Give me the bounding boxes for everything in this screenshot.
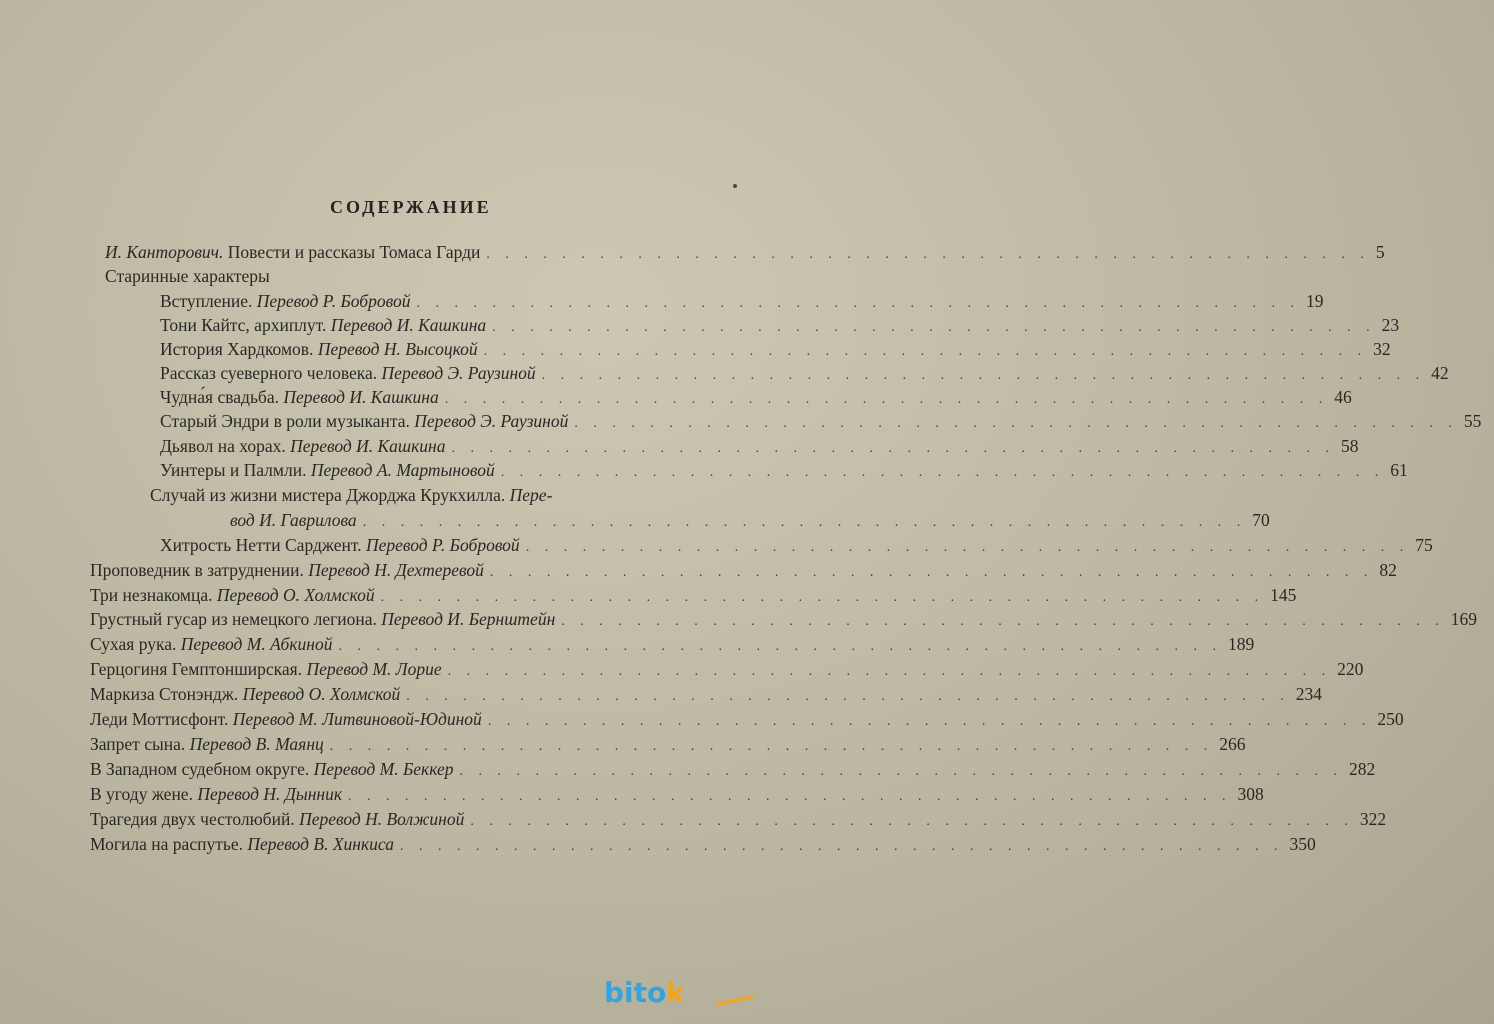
- toc-translator: Перевод И. Бернштейн: [381, 609, 556, 629]
- toc-entry: [160, 533, 1433, 557]
- toc-title: Трагедия двух честолюбий.: [90, 809, 300, 829]
- toc-entry: [230, 508, 1270, 532]
- toc-entry: [90, 657, 1364, 681]
- toc-entry: [90, 732, 1246, 756]
- toc-page-number: 70: [1252, 510, 1270, 530]
- toc-entry: [90, 707, 1404, 731]
- toc-title: Хитрость Нетти Сарджент.: [160, 535, 366, 555]
- toc-author: И. Канторович.: [105, 242, 224, 262]
- toc-entry-text: [160, 533, 520, 557]
- toc-title: Старинные характеры: [105, 266, 270, 286]
- watermark-logo: bitok: [604, 976, 685, 1009]
- toc-entry: [160, 361, 1449, 385]
- toc-entry-text: [90, 657, 442, 681]
- toc-entry-text: [160, 313, 486, 337]
- dot-leader: [363, 511, 1247, 535]
- toc-title: Уинтеры и Палмли.: [160, 460, 311, 480]
- toc-entry-text: [160, 361, 536, 385]
- dot-leader: [406, 685, 1290, 709]
- dot-leader: [574, 412, 1458, 436]
- toc-entry-text: [160, 434, 445, 458]
- toc-title: Дьявол на хорах.: [160, 436, 291, 456]
- toc-title: В угоду жене.: [90, 784, 198, 804]
- toc-page-number: 189: [1227, 634, 1255, 654]
- toc-translator: Перевод Н. Высоцкой: [317, 339, 478, 359]
- toc-entry: [90, 807, 1387, 831]
- dot-leader: [486, 243, 1370, 267]
- toc-entry-text: [90, 607, 555, 631]
- toc-title: Запрет сына.: [90, 734, 190, 754]
- toc-title: Чудна́я свадьба.: [160, 387, 284, 407]
- toc-entry: [150, 483, 552, 507]
- toc-entry: [160, 434, 1359, 458]
- toc-translator: Перевод О. Холмской: [242, 684, 401, 704]
- toc-title: Леди Моттисфонт.: [90, 709, 233, 729]
- toc-title: Вступление.: [160, 291, 257, 311]
- toc-translator: Перевод М. Беккер: [313, 759, 454, 779]
- dot-leader: [490, 561, 1374, 585]
- toc-entry: [160, 409, 1482, 433]
- toc-title: Маркиза Стонэндж.: [90, 684, 243, 704]
- dot-leader: [460, 760, 1344, 784]
- toc-page-number: 145: [1270, 585, 1297, 605]
- toc-entry-text: [90, 558, 484, 582]
- toc-translator: Перевод М. Абкиной: [180, 634, 333, 654]
- toc-entry: [160, 289, 1324, 313]
- dot-leader: [400, 835, 1284, 859]
- print-speck: [733, 184, 737, 188]
- toc-title: Грустный гусар из немецкого легиона.: [90, 609, 382, 629]
- toc-entry: [160, 313, 1400, 337]
- toc-entry-text: [90, 632, 332, 656]
- toc-page-number: 23: [1381, 315, 1400, 335]
- dot-leader: [448, 660, 1332, 684]
- toc-title: Повести и рассказы Томаса Гарди: [223, 242, 481, 262]
- toc-title: В Западном судебном округе.: [90, 759, 314, 779]
- toc-translator: Перевод Н. Дехтеревой: [308, 560, 484, 580]
- toc-page-number: 350: [1289, 834, 1316, 854]
- dot-leader: [561, 610, 1445, 634]
- toc-entry: [90, 632, 1255, 656]
- toc-title: Могила на распутье.: [90, 834, 248, 854]
- toc-page-number: 46: [1334, 387, 1352, 407]
- toc-page-number: 82: [1379, 560, 1397, 580]
- toc-title: Рассказ суеверного человека.: [160, 363, 382, 383]
- toc-title: Проповедник в затруднении.: [90, 560, 309, 580]
- toc-page-number: 42: [1431, 363, 1449, 383]
- toc-translator: Перевод О. Холмской: [216, 585, 375, 605]
- toc-entry: [160, 385, 1352, 409]
- toc-page-number: 75: [1415, 535, 1433, 555]
- toc-entry: [160, 337, 1391, 361]
- toc-page-number: 169: [1450, 609, 1478, 629]
- toc-translator: Перевод Р. Бобровой: [365, 535, 520, 555]
- toc-page-number: 322: [1359, 809, 1387, 829]
- toc-entry: [90, 583, 1297, 607]
- toc-translator: Перевод Р. Бобровой: [256, 291, 411, 311]
- toc-entry: [160, 458, 1408, 482]
- toc-translator: Перевод А. Мартыновой: [310, 460, 495, 480]
- toc-entry-text: [90, 807, 464, 831]
- toc-entry-text: [105, 264, 270, 288]
- toc-entry-text: [90, 707, 482, 731]
- toc-title: Сухая рука.: [90, 634, 181, 654]
- toc-page-number: 55: [1463, 411, 1482, 431]
- dot-leader: [338, 635, 1222, 659]
- toc-entry: [90, 558, 1397, 582]
- toc-page-number: 250: [1377, 709, 1404, 729]
- toc-entry-text: [160, 385, 439, 409]
- dot-leader: [470, 810, 1354, 834]
- toc-translator: Перевод Э. Раузиной: [414, 411, 569, 431]
- toc-entry: [90, 682, 1323, 706]
- toc-translator: вод И. Гаврилова: [230, 510, 357, 530]
- toc-page-number: 5: [1375, 242, 1385, 262]
- toc-page-number: 308: [1237, 784, 1264, 804]
- toc-entry-text: [90, 757, 454, 781]
- toc-entry-text: [90, 782, 342, 806]
- dot-leader: [330, 735, 1214, 759]
- toc-translator: Пере-: [509, 485, 553, 505]
- toc-title: Случай из жизни мистера Джорджа Крукхилла.: [150, 485, 510, 505]
- toc-title: Три незнакомца.: [90, 585, 217, 605]
- toc-entry-text: [105, 240, 480, 264]
- toc-page-number: 220: [1337, 659, 1364, 679]
- toc-page-number: 58: [1340, 436, 1359, 456]
- dot-leader: [526, 536, 1410, 560]
- toc-page-number: 234: [1295, 684, 1323, 704]
- toc-translator: Перевод В. Хинкиса: [247, 834, 394, 854]
- toc-entry: [90, 832, 1316, 856]
- toc-title: Герцогиня Гемптонширская.: [90, 659, 307, 679]
- toc-entry-text: [160, 409, 568, 433]
- dot-leader: [488, 710, 1372, 734]
- dot-leader: [501, 461, 1385, 485]
- toc-translator: Перевод Э. Раузиной: [381, 363, 536, 383]
- toc-entry-text: [90, 583, 375, 607]
- toc-entry: [105, 264, 270, 288]
- toc-entry-text: [90, 682, 400, 706]
- toc-translator: Перевод И. Кашкина: [330, 315, 487, 335]
- toc-translator: Перевод Н. Дынник: [197, 784, 343, 804]
- toc-entry-text: [90, 832, 394, 856]
- toc-entry-text: [150, 483, 552, 507]
- watermark-swoosh: [715, 995, 755, 1006]
- toc-entry-text: [90, 732, 324, 756]
- toc-page-number: 32: [1373, 339, 1391, 359]
- toc-page-number: 266: [1219, 734, 1246, 754]
- dot-leader: [348, 785, 1232, 809]
- toc-translator: Перевод В. Маянц: [189, 734, 324, 754]
- toc-entry: [90, 757, 1376, 781]
- toc-title: Тони Кайтс, архиплут.: [160, 315, 331, 335]
- contents-heading: СОДЕРЖАНИЕ: [330, 197, 492, 217]
- toc-translator: Перевод И. Кашкина: [290, 436, 446, 456]
- toc-translator: Перевод Н. Волжиной: [299, 809, 465, 829]
- toc-title: История Хардкомов.: [160, 339, 318, 359]
- toc-entry-text: [160, 337, 478, 361]
- toc-entry-text: [230, 508, 357, 532]
- toc-entry: [90, 782, 1264, 806]
- toc-page-number: 282: [1349, 759, 1376, 779]
- toc-translator: Перевод И. Кашкина: [283, 387, 439, 407]
- toc-title: Старый Эндри в роли музыканта.: [160, 411, 415, 431]
- toc-translator: Перевод М. Литвиновой-Юдиной: [232, 709, 482, 729]
- toc-entry: [90, 607, 1478, 631]
- toc-page-number: 19: [1305, 291, 1324, 311]
- toc-page-number: 61: [1390, 460, 1408, 480]
- toc-translator: Перевод М. Лорие: [306, 659, 442, 679]
- toc-entry-text: [160, 458, 495, 482]
- toc-entry-text: [160, 289, 410, 313]
- toc-entry: [105, 240, 1385, 264]
